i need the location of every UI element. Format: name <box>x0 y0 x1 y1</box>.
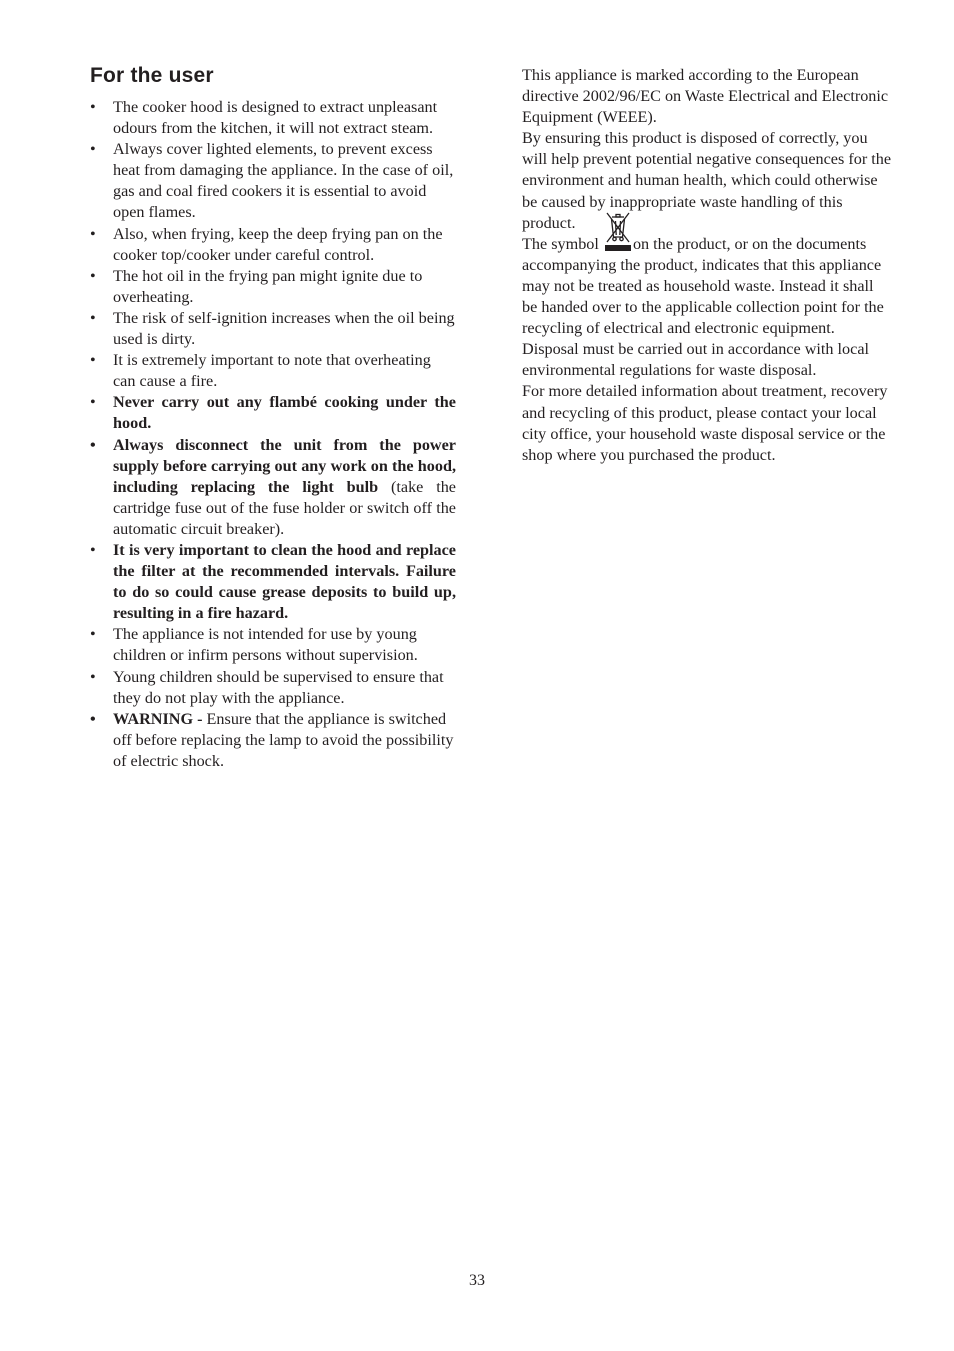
list-item-normal-run: (take the cartridge fuse out of the fuse holder or switch off the automatic circuit breaker). <box>113 477 456 538</box>
list-item <box>90 667 456 709</box>
list-item <box>90 139 456 223</box>
list-item-text: The appliance is not intended for use by young children or infirm persons without supervision. <box>113 625 418 665</box>
list-item-text: The hot oil in the frying pan might ignite due to overheating. <box>113 266 423 306</box>
right-column <box>522 65 892 466</box>
list-item-text: Young children should be supervised to ensure that they do not play with the appliance. <box>113 667 444 707</box>
warning-label: WARNING - <box>113 709 203 728</box>
list-item-text <box>113 435 456 540</box>
list-item-bold-run: Always disconnect the unit from the power supply before carrying out any work on the hood, including replacing the light bulb <box>113 435 456 496</box>
bullet-icon: • <box>90 709 96 728</box>
bullet-icon: • <box>90 667 96 686</box>
list-item-text: The risk of self-ignition increases when the oil being used is dirty. <box>113 308 455 349</box>
bullet-icon: • <box>90 224 96 243</box>
regulations-paragraph: Disposal must be carried out in accordance with local environmental regulations for waste disposal. <box>522 340 870 380</box>
list-item <box>90 308 456 350</box>
bullet-icon: • <box>90 140 96 159</box>
list-item-text: Also, when frying, keep the deep frying pan on the cooker top/cooker under careful control. <box>113 224 443 264</box>
list-item <box>90 266 456 308</box>
list-item-text: Always cover lighted elements, to prevent excess heat from damaging the appliance. In the case of oil, gas and coal fired cookers it is essential to avoid open flames. <box>113 140 454 222</box>
page-number: 33 <box>469 1272 485 1289</box>
list-item-text: Never carry out any flambé cooking under the hood. <box>113 393 456 433</box>
bullet-icon: • <box>90 435 96 454</box>
disposal-benefit-paragraph: By ensuring this product is disposed of correctly, you will help prevent potential negative consequences for the environment and human health, which could otherwise be caused by inappropriate waste handling of this product. <box>522 129 892 232</box>
bullet-icon: • <box>90 625 96 644</box>
bullet-icon: • <box>90 351 96 370</box>
symbol-prefix: The symbol <box>522 234 603 253</box>
section-heading: For the user <box>90 64 214 87</box>
list-item-mixed <box>90 709 456 772</box>
bullet-icon: • <box>90 540 96 559</box>
symbol-suffix: on the product, or on the documents accompanying the product, indicates that this appliance may not be treated as household waste. Instead it shall be handed over to the applicable collection point for the recycling of electrical and electronic equipment. <box>522 234 884 338</box>
symbol-paragraph <box>522 234 892 339</box>
list-item-text: It is very important to clean the hood and replace the filter at the recommended intervals. Failure to do so could cause grease deposits to build up, resulting in a fire hazard. <box>113 540 456 623</box>
list-item-bold <box>90 392 456 434</box>
more-info-paragraph: For more detailed information about treatment, recovery and recycling of this product, please contact your local city office, your household waste disposal service or the shop where you purchased the product. <box>522 382 888 464</box>
list-item <box>90 97 456 139</box>
left-column <box>90 62 456 772</box>
list-item <box>90 224 456 266</box>
list-item <box>90 350 456 392</box>
list-item-mixed <box>90 435 456 540</box>
bullet-icon: • <box>90 98 96 116</box>
weee-paragraph: This appliance is marked according to the European directive 2002/96/EC on Waste Electrical and Electronic Equipment (WEEE). <box>522 66 889 127</box>
list-item-text <box>113 710 453 770</box>
list-item <box>90 624 456 666</box>
crossed-out-wheeled-bin-icon <box>603 235 633 249</box>
bullet-icon: • <box>90 393 96 412</box>
safety-list <box>90 97 456 772</box>
list-item-normal-run: Ensure that the appliance is switched off before replacing the lamp to avoid the possibility of electric shock. <box>113 709 454 770</box>
list-item-bold <box>90 540 456 624</box>
bullet-icon: • <box>90 308 96 327</box>
list-item-text: It is extremely important to note that overheating can cause a fire. <box>113 351 431 391</box>
bullet-icon: • <box>90 266 96 285</box>
list-item-text: The cooker hood is designed to extract unpleasant odours from the kitchen, it will not extract steam. <box>113 98 438 138</box>
